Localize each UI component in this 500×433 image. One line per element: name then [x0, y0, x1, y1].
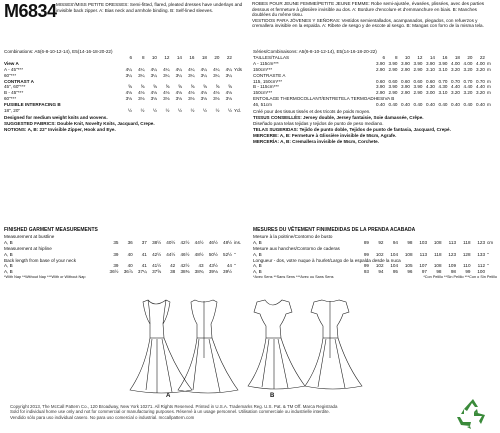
size-8: 22: [226, 54, 232, 60]
metrage-row-values: [373, 67, 486, 73]
petite-7: 39⅛: [208, 269, 218, 275]
petite-1: 36⅞: [123, 269, 133, 275]
petite-0: 36½: [109, 269, 119, 275]
mesures-petite-views: A, B: [253, 269, 262, 275]
footer-line-2: Sold for individual home use only and not for commercial or manufacturing purposes. Réservé à un usage personnel. Utilisation commerciale ou industrielle interdite.: [10, 409, 330, 415]
yardage-row-label: 60"***: [4, 72, 17, 78]
yardage-cell-7: 4¼: [213, 66, 220, 72]
yardage-cell-8: ⅝: [228, 84, 232, 90]
dos-0: 99: [363, 263, 369, 269]
yardage-cell-5: 4¼: [188, 66, 195, 72]
metrage-row-values: [373, 102, 486, 108]
back-views: A, B: [4, 263, 13, 269]
cree-note: Créé pour des tissus tissés et des tricots de poids moyen.: [253, 109, 371, 115]
description-english-text: MISSES'/MISS PETITE DRESSES: Semi-fitted, flared, pleated dresses have underlays and invisible back zipper. A: Bias neck and armhole binding. B: Self-lined sleeves.: [56, 2, 243, 13]
back-7: 43½: [208, 263, 218, 269]
metrage-cell-6: 3.20: [451, 66, 460, 72]
yardage-cell-3: ⅝: [165, 84, 170, 90]
back-2: 41: [141, 263, 147, 269]
bust-5: 42½: [180, 239, 190, 245]
poitrine-2: 94: [392, 239, 398, 245]
bust-2: 37: [141, 239, 147, 245]
yardage-cell-5: 3¼: [188, 72, 195, 78]
metrage-row-unit: m: [487, 60, 491, 66]
metrage-row-unit: m: [487, 102, 491, 108]
bust-6: 44½: [194, 239, 204, 245]
poitrine-7: 118: [463, 239, 471, 245]
metrage-row: [253, 102, 497, 108]
metrage-cell-6: 0.40: [451, 102, 460, 108]
metrage-row-label: 46, 51cm: [253, 102, 272, 108]
description-spanish-text: VESTIDOS PARA JÓVENES Y SEÑORAS: Vestidos semientallados, acampanados, plegados, con refuerzos y cremallera invisible en la espalda. A: Ribete de sesgo y de escote al sesgo. B: Mangas con forro de la misma tela.: [252, 17, 484, 29]
mercerie: MERCERIE: A, B: Fermeture à Glissière invisible de 55cm, Agrafe.: [253, 132, 397, 138]
poitrine-3: 98: [407, 239, 413, 245]
mesures-hip-unit: ": [487, 251, 489, 257]
yardage-cell-1: 4¼: [138, 66, 145, 72]
metrage-cell-0: 2.90: [376, 66, 385, 72]
bust-4: 40½: [166, 239, 176, 245]
mesures-back-unit: ": [487, 263, 489, 269]
petite-values: [104, 269, 232, 275]
dos-8: 112: [477, 263, 485, 269]
yardage-cell-3: 4¼: [163, 66, 170, 72]
petite-cm-0: 93: [363, 269, 369, 275]
yardage-cell-8: 4¼: [225, 66, 232, 72]
metrage-cell-2: 0.40: [401, 102, 410, 108]
yardage-cell-7: ⅝: [215, 84, 220, 90]
yardage-cell-4: 4⅛: [175, 90, 182, 96]
dress-b-front-drawing: [248, 300, 305, 389]
metrage-cell-8: 3.20: [476, 90, 485, 96]
size-2: 10: [151, 54, 157, 60]
yardage-cell-4: ⅝: [178, 84, 182, 90]
metrage-cell-4: 3.10: [426, 66, 435, 72]
yardage-row-values: [120, 108, 233, 114]
yardage-row-label: 60"***: [4, 96, 17, 102]
metrage-cell-1: 2.90: [388, 90, 398, 96]
tissus-conseilles: TISSUS CONSEILLÉS: Jersey double, Jersey fantaisie, Soie damassée, Crêpe.: [253, 114, 424, 120]
metrage-cell-6: 3.20: [451, 90, 460, 96]
combinations-line-fr: Séries/Combinaisons: A5(6-8-10-12-14), E5(14-16-18-20-22): [253, 49, 377, 54]
telas-sugeridas: TELAS SUGERIDAS: Tejido de punto doble, Tejidos de punto de fantasia, Jacquard, Crepé.: [253, 126, 451, 132]
poitrine-6: 113: [448, 239, 456, 245]
yardage-cell-3: 3⅛: [163, 96, 170, 102]
metrage-cell-2: 3.90: [401, 84, 410, 90]
yardage-cell-8: 3¼: [225, 72, 232, 78]
yardage-cell-7: ½: [215, 108, 220, 114]
back-0: 39: [113, 263, 119, 269]
bust-unit: ins.: [234, 239, 242, 245]
technical-drawings: [0, 298, 500, 398]
metrage-cell-7: 3.20: [463, 90, 473, 96]
hip-unit: ": [234, 251, 236, 257]
metrage-cell-5: 3.10: [438, 66, 448, 72]
yardage-cell-2: 3¼: [150, 72, 157, 78]
taille-3: 12: [417, 54, 423, 60]
metrage-row-unit: m: [487, 66, 491, 72]
metrage-cell-4: 3.90: [426, 60, 435, 66]
dress-a-back-drawing: [178, 300, 238, 393]
hanches-1: 102: [375, 251, 384, 257]
mesures-hip-values: [355, 252, 486, 258]
size-0: 6: [129, 54, 132, 60]
yardage-row-label: B - 45"***: [4, 90, 24, 96]
notions: NOTIONS: A, B: 22" Invisible Zipper, Hook and Eye.: [4, 126, 116, 132]
yardage-cell-8: ½: [228, 108, 232, 114]
yardage-cell-2: 3⅛: [150, 96, 157, 102]
back-3: 41½: [152, 263, 162, 269]
back-5: 42½: [180, 263, 190, 269]
mesures-notes: [253, 275, 497, 281]
hip-0: 39: [113, 251, 119, 257]
back-label: Back length from base of your neck: [4, 257, 77, 263]
taille-2: 10: [404, 54, 410, 60]
mesures-bust-views: A, B: [253, 239, 262, 245]
metrage-cell-4: 0.60: [426, 78, 435, 84]
poitrine-8: 123: [477, 239, 485, 245]
pattern-number: M6834: [4, 1, 57, 21]
metrage-cell-0: 3.90: [376, 60, 385, 66]
yardage-cell-2: ⅝: [153, 84, 157, 90]
hip-label: Measurement at hipline: [4, 245, 52, 251]
poitrine-5: 108: [433, 239, 442, 245]
metrage-cell-1: 0.60: [388, 78, 398, 84]
metrage-cell-0: 2.90: [376, 90, 385, 96]
sens-note: *Avec Sens **Sans Sens ***Avec ou Sans Sens: [253, 275, 334, 280]
metrage-cell-8: 4.40: [476, 84, 485, 90]
yardage-cell-7: 3⅛: [213, 96, 220, 102]
hip-2: 41: [141, 251, 147, 257]
metrage-cell-7: 4.40: [463, 84, 473, 90]
yardage-cell-7: 3¼: [213, 72, 220, 78]
metrage-cell-3: 3.90: [413, 60, 423, 66]
yardage-row-label: View A: [4, 60, 19, 66]
bust-0: 35: [113, 239, 119, 245]
metrage-cell-1: 3.90: [388, 60, 398, 66]
bust-7: 46½: [208, 239, 218, 245]
yardage-cell-4: 4¼: [175, 66, 182, 72]
mesures-bust-unit: cm: [487, 239, 494, 245]
metrage-cell-4: 3.00: [426, 90, 435, 96]
size-6: 18: [201, 54, 207, 60]
metrage-cell-3: 0.40: [413, 102, 423, 108]
back-unit: ": [234, 263, 236, 269]
yardage-cell-4: 3⅛: [175, 96, 182, 102]
dos-1: 102: [375, 263, 384, 269]
taille-5: 16: [442, 54, 448, 60]
metrage-row-label: CONTRASTE A: [253, 72, 286, 78]
back-1: 40: [127, 263, 133, 269]
metrage-cell-2: 0.60: [401, 78, 410, 84]
metrage-cell-3: 0.60: [413, 78, 423, 84]
metrage-cell-4: 4.30: [426, 84, 435, 90]
size-header-values: [120, 55, 233, 61]
metrage-cell-2: 2.90: [401, 66, 410, 72]
yardage-row-label: A - 45"***: [4, 66, 23, 72]
petite-cm-5: 98: [436, 269, 442, 275]
yardage-cell-2: 4⅛: [150, 90, 157, 96]
dos-4: 107: [419, 263, 427, 269]
dos-3: 105: [404, 263, 413, 269]
suggested-fabrics: SUGGESTED FABRICS: Double Knit, Novelty Knits, Jacquard, Crepe.: [4, 120, 155, 126]
yardage-cell-0: 3¼: [125, 72, 132, 78]
metrage-cell-2: 3.90: [401, 60, 410, 66]
metrage-cell-2: 2.90: [401, 90, 410, 96]
yardage-cell-8: 4⅛: [225, 90, 232, 96]
metrage-row-unit: m: [487, 84, 491, 90]
yardage-cell-2: 4¼: [150, 66, 157, 72]
metrage-cell-7: 0.40: [463, 102, 473, 108]
yardage-cell-3: 4⅛: [163, 90, 170, 96]
finished-title: FINISHED GARMENT MEASUREMENTS: [4, 227, 98, 233]
yardage-row-label: CONTRAST A: [4, 78, 34, 84]
yardage-cell-5: ⅝: [190, 84, 195, 90]
description-french-spanish: [252, 1, 496, 29]
hip-8: 52½: [223, 251, 232, 257]
bust-8: 48½: [223, 239, 232, 245]
size-1: 8: [141, 54, 145, 60]
petite-8: 39½: [223, 269, 232, 275]
yardage-cell-5: 4⅛: [188, 90, 195, 96]
metrage-row-label: B - 115cm***: [253, 84, 279, 90]
description-english: [56, 2, 246, 13]
hanches-0: 99: [363, 251, 369, 257]
metrage-row-label: 150cm***: [253, 66, 273, 72]
mesures-bust-label: Mesure à la poitrine/Contorno de busto: [253, 233, 333, 239]
taille-1: 8: [394, 54, 398, 60]
metrage-cell-8: 3.20: [476, 66, 485, 72]
view-a-label: A: [166, 393, 171, 398]
metrage-cell-6: 0.70: [451, 78, 460, 84]
size-3: 12: [164, 54, 170, 60]
petite-3: 37⅝: [152, 269, 162, 275]
hanches-5: 118: [434, 251, 442, 257]
metrage-cell-3: 2.90: [413, 90, 423, 96]
metrage-cell-1: 2.90: [388, 66, 398, 72]
metrage-row-unit: m: [487, 90, 491, 96]
yardage-cell-6: 4⅛: [200, 90, 207, 96]
hip-4: 44½: [166, 251, 176, 257]
metrage-cell-7: 0.70: [463, 78, 473, 84]
petite-views: A, B: [4, 269, 13, 275]
metrage-cell-3: 2.90: [413, 66, 423, 72]
combinations-line: Combinations: A5(6-8-10-12-14), E5(14-16-18-20-22): [4, 49, 113, 54]
yardage-table-english: [4, 49, 244, 133]
size-4: 14: [176, 54, 182, 60]
footer-line-1: Copyright 2013, The McCall Pattern Co., 120 Broadway, New York 10271. All Rights Reserved. Printed in U.S.A. Trademarks Reg. U.S. Pat. & TM Off. Marca Registrada: [10, 404, 338, 409]
petite-cm-3: 96: [407, 269, 413, 275]
bust-values: [104, 240, 232, 246]
nap-note: *With Nap **Without Nap ***With or Without Nap: [4, 275, 86, 280]
metrage-cell-7: 4.00: [463, 60, 473, 66]
metrage-cell-0: 0.40: [376, 102, 385, 108]
bust-3: 38½: [152, 239, 162, 245]
yardage-cell-1: 3¼: [138, 72, 145, 78]
size-5: 16: [189, 54, 195, 60]
hanches-8: 133: [477, 251, 485, 257]
metrage-cell-0: 0.60: [376, 78, 385, 84]
yardage-row-unit: Yd.: [234, 108, 241, 114]
yardage-cell-8: 3⅛: [225, 96, 232, 102]
mesures-back-views: A, B: [253, 263, 262, 269]
tailles-label: TAILLES/TALLAS: [253, 54, 290, 60]
yardage-rows: [4, 61, 244, 114]
yardage-cell-0: ½: [128, 108, 132, 114]
finished-measurements: [4, 228, 244, 281]
yardage-cell-5: 3⅛: [188, 96, 195, 102]
taille-8: 22: [479, 54, 485, 60]
yardage-cell-1: 4⅛: [138, 90, 145, 96]
petite-2: 37¼: [137, 269, 147, 275]
mesures-bust-values: [355, 240, 486, 246]
petite-cm-6: 98: [450, 269, 456, 275]
petite-5: 38⅜: [180, 269, 190, 275]
yardage-cell-3: ½: [165, 108, 170, 114]
dos-2: 104: [390, 263, 398, 269]
yardage-row-unit: Yds: [234, 66, 242, 72]
hip-5: 46½: [180, 251, 190, 257]
metrage-cell-5: 3.10: [438, 90, 448, 96]
metrage-cell-6: 4.40: [451, 84, 460, 90]
dos-6: 109: [448, 263, 456, 269]
poitrine-0: 89: [363, 239, 369, 245]
hanches-6: 123: [448, 251, 456, 257]
metrage-cell-5: 4.30: [438, 84, 448, 90]
hip-6: 48½: [194, 251, 204, 257]
mesures-hip-label: Mesure aux hanches/Contorno de caderas: [253, 245, 340, 251]
yardage-row-label: FUSIBLE INTERFACING B: [4, 102, 61, 108]
petite-6: 38¾: [194, 269, 204, 275]
mesures-back-label: Longueur - dos, votre nuque à l'ourlet/Largo de la espalda desde la nuca: [253, 257, 401, 263]
hanches-4: 113: [419, 251, 427, 257]
bust-1: 36: [127, 239, 133, 245]
yardage-cell-6: ⅝: [203, 84, 207, 90]
petite-cm-4: 97: [421, 269, 427, 275]
pelillo-note: *Con Pelillo **Sin Pelillo ***Con o Sin Pelillo: [423, 275, 497, 280]
yardage-row-values: [120, 73, 233, 79]
metrage-row-unit: m: [487, 78, 491, 84]
metrage-cell-8: 0.70: [476, 78, 485, 84]
yardage-cell-0: ⅝: [128, 84, 132, 90]
footer-line-3: Vendido sólo para uso individual casero. No para uso comercial o industrial. mccallpattern.com: [10, 414, 195, 420]
yardage-row-values: [120, 96, 233, 102]
size-7: 20: [214, 54, 220, 60]
metrage-row-label: A - 115cm***: [253, 60, 279, 66]
metrage-cell-0: 3.90: [376, 84, 385, 90]
mesures-title: MESURES DU VÊTEMENT FINI/MEDIDAS DE LA PRENDA ACABADA: [253, 227, 416, 233]
yardage-row: [4, 108, 244, 114]
metrage-cell-8: 4.00: [476, 60, 485, 66]
yardage-cell-5: ½: [190, 108, 195, 114]
yardage-cell-6: 3¼: [200, 72, 207, 78]
metrage-cell-4: 0.40: [426, 102, 435, 108]
hip-7: 50½: [208, 251, 218, 257]
yardage-row-label: 18", 20": [4, 108, 21, 114]
yardage-cell-6: ½: [203, 108, 207, 114]
hanches-2: 104: [390, 251, 398, 257]
yardage-cell-1: 3⅛: [138, 96, 145, 102]
copyright-footer: [10, 404, 450, 420]
metrage-row-label: ENTOILAGE THERMOCOLLANT/ENTRETELA TERMOADHESIVA B: [253, 96, 395, 102]
view-b-label: B: [270, 393, 275, 398]
yardage-cell-0: 4⅛: [125, 90, 132, 96]
disenado-note: Diseñado para telas tejidas y tejidos de punto de peso mediano.: [253, 120, 384, 126]
poitrine-1: 92: [378, 239, 384, 245]
bust-views: A, B: [4, 239, 13, 245]
hanches-7: 128: [462, 251, 471, 257]
yardage-cell-6: 4¼: [200, 66, 207, 72]
dress-b-back-drawing: [305, 300, 362, 389]
yardage-cell-4: 3¼: [175, 72, 182, 78]
merceria: MERCERÍA: A, B: Cremallera invisible de 55cm, Corchete.: [253, 138, 379, 144]
taille-0: 6: [382, 54, 385, 60]
back-4: 42: [170, 263, 176, 269]
yardage-cell-3: 3¼: [163, 72, 170, 78]
poitrine-4: 103: [419, 239, 427, 245]
dos-5: 108: [433, 263, 442, 269]
yardage-cell-1: ½: [140, 108, 145, 114]
description-french-text: ROBES POUR JEUNE FEMME/PETITE JEUNE FEMME: Robe semi-ajustée, évasées, plissées, avec des parties dessous et fermeture à glissière invisible au dos. A: Bordure d'encolure et d'emmanchure en biais. B: Manches doublées du même tissu.: [252, 1, 485, 18]
metrage-cell-1: 3.90: [388, 84, 398, 90]
metrage-cell-5: 0.40: [438, 102, 448, 108]
metrage-cell-6: 4.00: [451, 60, 460, 66]
bust-label: Measurement at bustline: [4, 233, 55, 239]
yardage-table-metric: [253, 49, 497, 145]
dress-a-front-drawing: [130, 300, 192, 393]
yardage-cell-4: ½: [178, 108, 182, 114]
metrage-row-label: 115, 150cm***: [253, 78, 283, 84]
hip-1: 40: [127, 251, 133, 257]
metric-rows: [253, 61, 497, 108]
petite-cm-2: 95: [392, 269, 398, 275]
metrage-cell-5: 0.70: [438, 78, 448, 84]
metrage-cell-8: 0.40: [476, 102, 485, 108]
taille-6: 18: [454, 54, 460, 60]
back-6: 43: [198, 263, 204, 269]
taille-4: 14: [429, 54, 435, 60]
taille-7: 20: [467, 54, 473, 60]
hanches-3: 108: [404, 251, 413, 257]
hip-3: 42½: [152, 251, 162, 257]
metrage-cell-5: 3.90: [438, 60, 448, 66]
back-8: 44: [226, 263, 232, 269]
metrage-cell-7: 3.20: [463, 66, 473, 72]
petite-cm-7: 99: [465, 269, 471, 275]
recycle-icon: [455, 397, 491, 431]
yardage-cell-7: 4⅛: [213, 90, 220, 96]
hip-values: [104, 252, 232, 258]
mesures-hip-views: A, B: [253, 251, 262, 257]
dos-7: 110: [463, 263, 471, 269]
yardage-cell-0: 3⅛: [125, 96, 132, 102]
mesures-vetement-fini: [253, 228, 497, 281]
metrage-cell-1: 0.40: [388, 102, 398, 108]
yardage-cell-2: ½: [153, 108, 157, 114]
petite-cm-1: 94: [378, 269, 384, 275]
designed-for-note: Designed for medium weight knits and wovens.: [4, 114, 108, 120]
hip-views: A, B: [4, 251, 13, 257]
metrage-row-label: 150cm***: [253, 90, 273, 96]
yardage-cell-6: 3⅛: [200, 96, 207, 102]
yardage-cell-0: 4¼: [125, 66, 132, 72]
petite-4: 38: [170, 269, 176, 275]
yardage-cell-1: ⅝: [140, 84, 145, 90]
yardage-row-label: 45", 60"***: [4, 84, 26, 90]
metrage-cell-3: 3.90: [413, 84, 423, 90]
petite-cm-8: 100: [477, 269, 485, 275]
